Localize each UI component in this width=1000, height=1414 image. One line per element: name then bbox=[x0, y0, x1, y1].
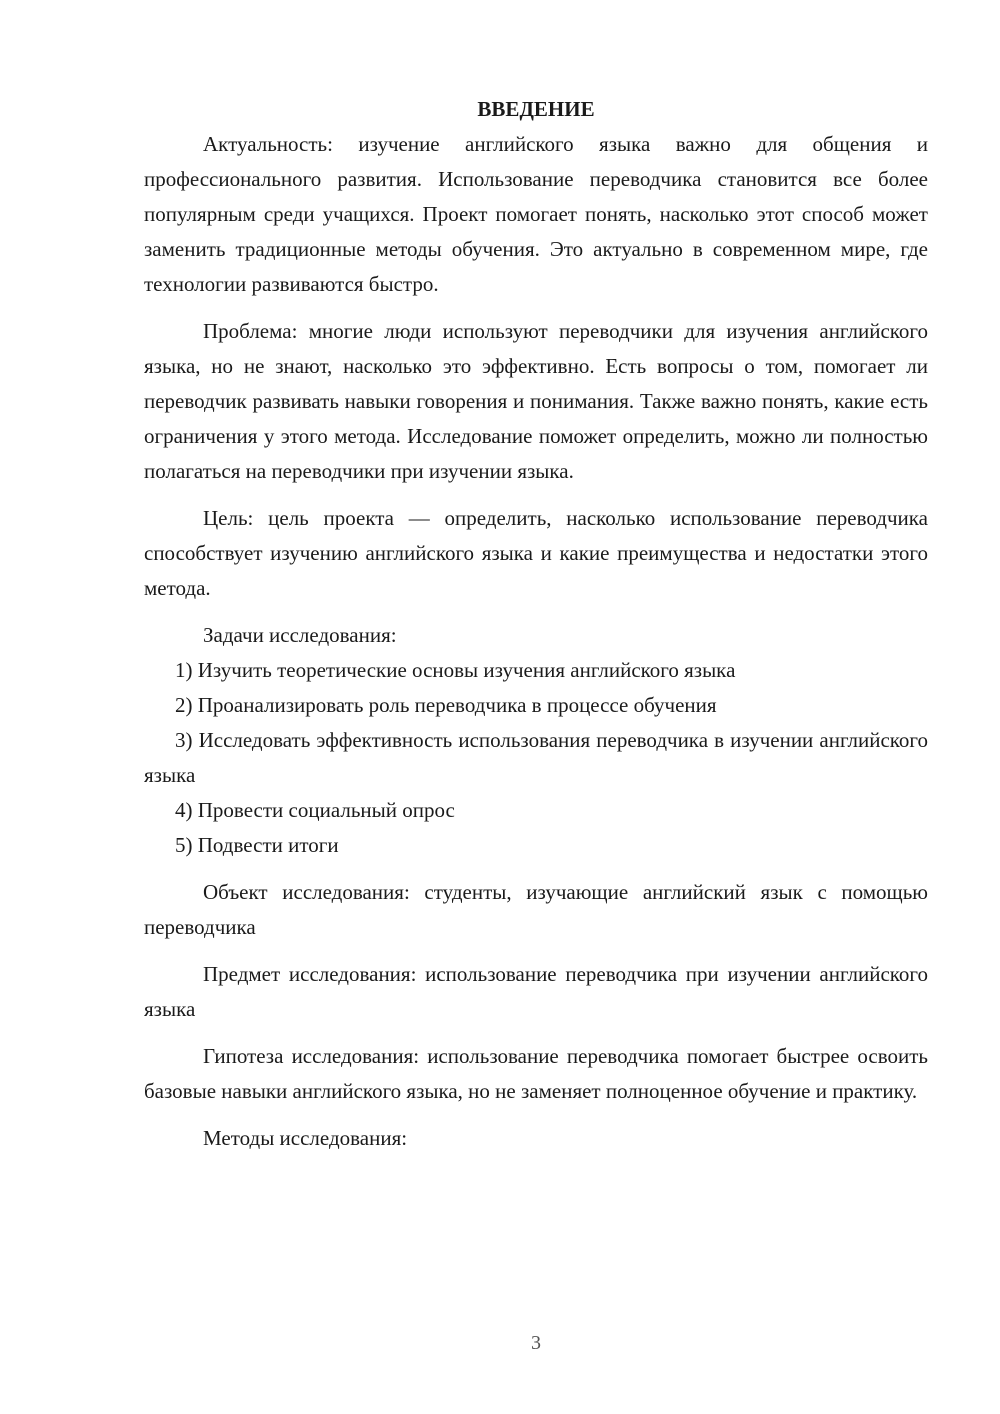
paragraph-goal: Цель: цель проекта — определить, насколько использование переводчика способствует изучению английского языка и какие преимущества и недостатки этого метода. bbox=[144, 506, 928, 600]
paragraph-subject: Предмет исследования: использование переводчика при изучении английского языка bbox=[144, 962, 928, 1021]
document-page bbox=[144, 92, 928, 1156]
task-item: 3) Исследовать эффективность использования переводчика в изучении английского языка bbox=[144, 728, 928, 787]
paragraph-hypothesis: Гипотеза исследования: использование переводчика помогает быстрее освоить базовые навыки английского языка, но не заменяет полноценное обучение и практику. bbox=[144, 1044, 928, 1103]
task-item: 1) Изучить теоретические основы изучения английского языка bbox=[175, 658, 736, 682]
paragraph-problem: Проблема: многие люди используют переводчики для изучения английского языка, но не знают, насколько это эффективно. Есть вопросы о том, помогает ли переводчик развивать навыки говорения и понимания. Также важно понять, какие есть ограничения у этого метода. Исследование поможет определить, можно ли полностью полагаться на переводчики при изучении языка. bbox=[144, 319, 928, 483]
task-item: 4) Провести социальный опрос bbox=[175, 798, 455, 822]
paragraph-object: Объект исследования: студенты, изучающие английский язык с помощью переводчика bbox=[144, 880, 928, 939]
tasks-heading: Задачи исследования: bbox=[203, 623, 397, 647]
page-title: ВВЕДЕНИЕ bbox=[477, 97, 595, 121]
page-number: 3 bbox=[531, 1332, 541, 1354]
paragraph-relevance: Актуальность: изучение английского языка важно для общения и профессионального развития. Использование переводчика становится все более популярным среди учащихся. Проект помогает понять, насколько этот способ может заменить традиционные методы обучения. Это актуально в современном мире, где технологии развиваются быстро. bbox=[144, 132, 928, 296]
paragraph-methods: Методы исследования: bbox=[203, 1126, 408, 1150]
task-item: 5) Подвести итоги bbox=[175, 833, 339, 857]
task-item: 2) Проанализировать роль переводчика в процессе обучения bbox=[175, 693, 717, 717]
